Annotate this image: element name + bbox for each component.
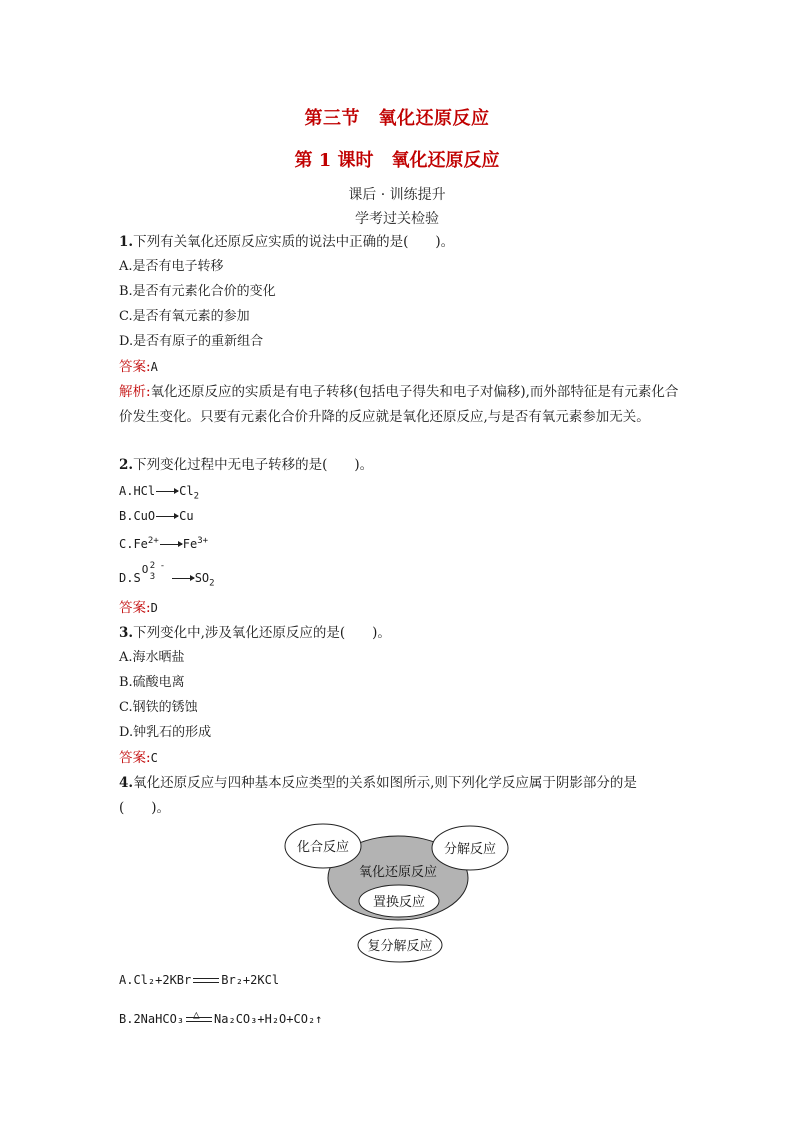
subscript: 2 (193, 491, 200, 502)
question-2 (119, 453, 679, 477)
question-number: 2. (119, 457, 134, 473)
answer-value: A (150, 360, 158, 374)
option-b: B.硫酸电离 (119, 675, 185, 690)
answer-line (119, 746, 679, 770)
formula: SO (194, 571, 210, 585)
option-b (119, 504, 679, 528)
arrow-icon (160, 544, 182, 545)
question-number: 4. (119, 775, 134, 791)
question-stem: 下列有关氧化还原反应实质的说法中正确的是( )。 (133, 234, 455, 250)
equation-left: Cl₂+2KBr (133, 973, 192, 987)
double-decomposition-label: 复分解反应 (367, 939, 433, 954)
option-c: C.钢铁的锈蚀 (119, 700, 198, 715)
combination-label: 化合反应 (296, 840, 350, 855)
option-a (119, 968, 679, 992)
arrow-icon (156, 516, 178, 517)
answer-line (119, 596, 679, 620)
equation-right: Na₂CO₃+H₂O+CO₂↑ (214, 1012, 323, 1026)
explanation (119, 380, 679, 430)
superscript: - (159, 561, 166, 571)
option-d: D.是否有原子的重新组合 (119, 334, 264, 349)
superscript: 3+ (197, 536, 209, 546)
option-label: C. (119, 537, 134, 551)
option-b: B.是否有元素化合价的变化 (119, 284, 276, 299)
displacement-label: 置换反应 (372, 895, 426, 910)
superscript: 2 (149, 561, 156, 571)
option-d (119, 561, 679, 595)
arrow-icon (156, 491, 178, 492)
subscript: 3 (149, 572, 156, 582)
formula: Cu (179, 509, 194, 523)
question-stem: 下列变化过程中无电子转移的是( )。 (133, 457, 374, 473)
equals-sign (186, 1008, 212, 1022)
equation-left: 2NaHCO₃ (133, 1012, 185, 1026)
page-title: 第三节 氧化还原反应 (304, 108, 490, 129)
answer-value: D (150, 601, 158, 615)
superscript: 2+ (147, 536, 159, 546)
formula: CuO (133, 509, 156, 523)
answer-label: 答案: (119, 359, 151, 375)
formula: HCl (133, 484, 156, 498)
section-label-after-class: 课后 · 训练提升 (348, 187, 446, 203)
question-number: 3. (119, 625, 134, 641)
decomposition-label: 分解反应 (443, 842, 497, 857)
formula: Fe (182, 537, 198, 551)
arrow-icon (172, 578, 194, 579)
explanation-text: 氧化还原反应的实质是有电子转移(包括电子得失和电子对偏移),而外部特征是有元素化合价发生变化。只要有元素化合价升降的反应就是氧化还原反应,与是否有氧元素参加无关。 (119, 384, 679, 425)
option-d: D.钟乳石的形成 (119, 725, 212, 740)
option-label: D. (119, 571, 134, 585)
formula: Fe (133, 537, 148, 551)
section-label-exam: 学考过关检验 (355, 211, 439, 227)
question-number: 1. (119, 234, 134, 250)
option-a: A.是否有电子转移 (119, 259, 224, 274)
formula: Cl (179, 484, 194, 498)
heat-condition: △ (193, 1008, 200, 1021)
question-3 (119, 621, 679, 645)
question-4-blank: ( )。 (119, 800, 171, 816)
question-1 (119, 230, 679, 254)
option-a: A.海水晒盐 (119, 650, 185, 665)
equation-right: Br₂+2KCl (221, 973, 280, 987)
formula: O (141, 563, 149, 576)
option-c: C.是否有氧元素的参加 (119, 309, 250, 324)
equals-sign (193, 978, 219, 983)
option-c (119, 529, 679, 556)
option-label: A. (119, 973, 134, 987)
question-stem: 下列变化中,涉及氧化还原反应的是( )。 (133, 625, 391, 641)
answer-line (119, 355, 679, 379)
option-label: A. (119, 484, 134, 498)
option-label: B. (119, 509, 134, 523)
answer-label: 答案: (119, 600, 151, 616)
subscript: 2 (209, 578, 215, 589)
explanation-label: 解析: (119, 384, 151, 400)
question-4 (119, 771, 679, 795)
reaction-type-diagram (283, 818, 513, 966)
answer-label: 答案: (119, 750, 151, 766)
sulfite-ion (141, 561, 171, 582)
question-stem: 氧化还原反应与四种基本反应类型的关系如图所示,则下列化学反应属于阴影部分的是 (133, 775, 637, 791)
option-label: B. (119, 1012, 134, 1026)
redox-label: 氧化还原反应 (358, 865, 438, 880)
page-subtitle: 第 1 课时 氧化还原反应 (294, 150, 500, 171)
formula: S (133, 571, 141, 585)
option-b (119, 1007, 679, 1031)
answer-value: C (150, 751, 158, 765)
